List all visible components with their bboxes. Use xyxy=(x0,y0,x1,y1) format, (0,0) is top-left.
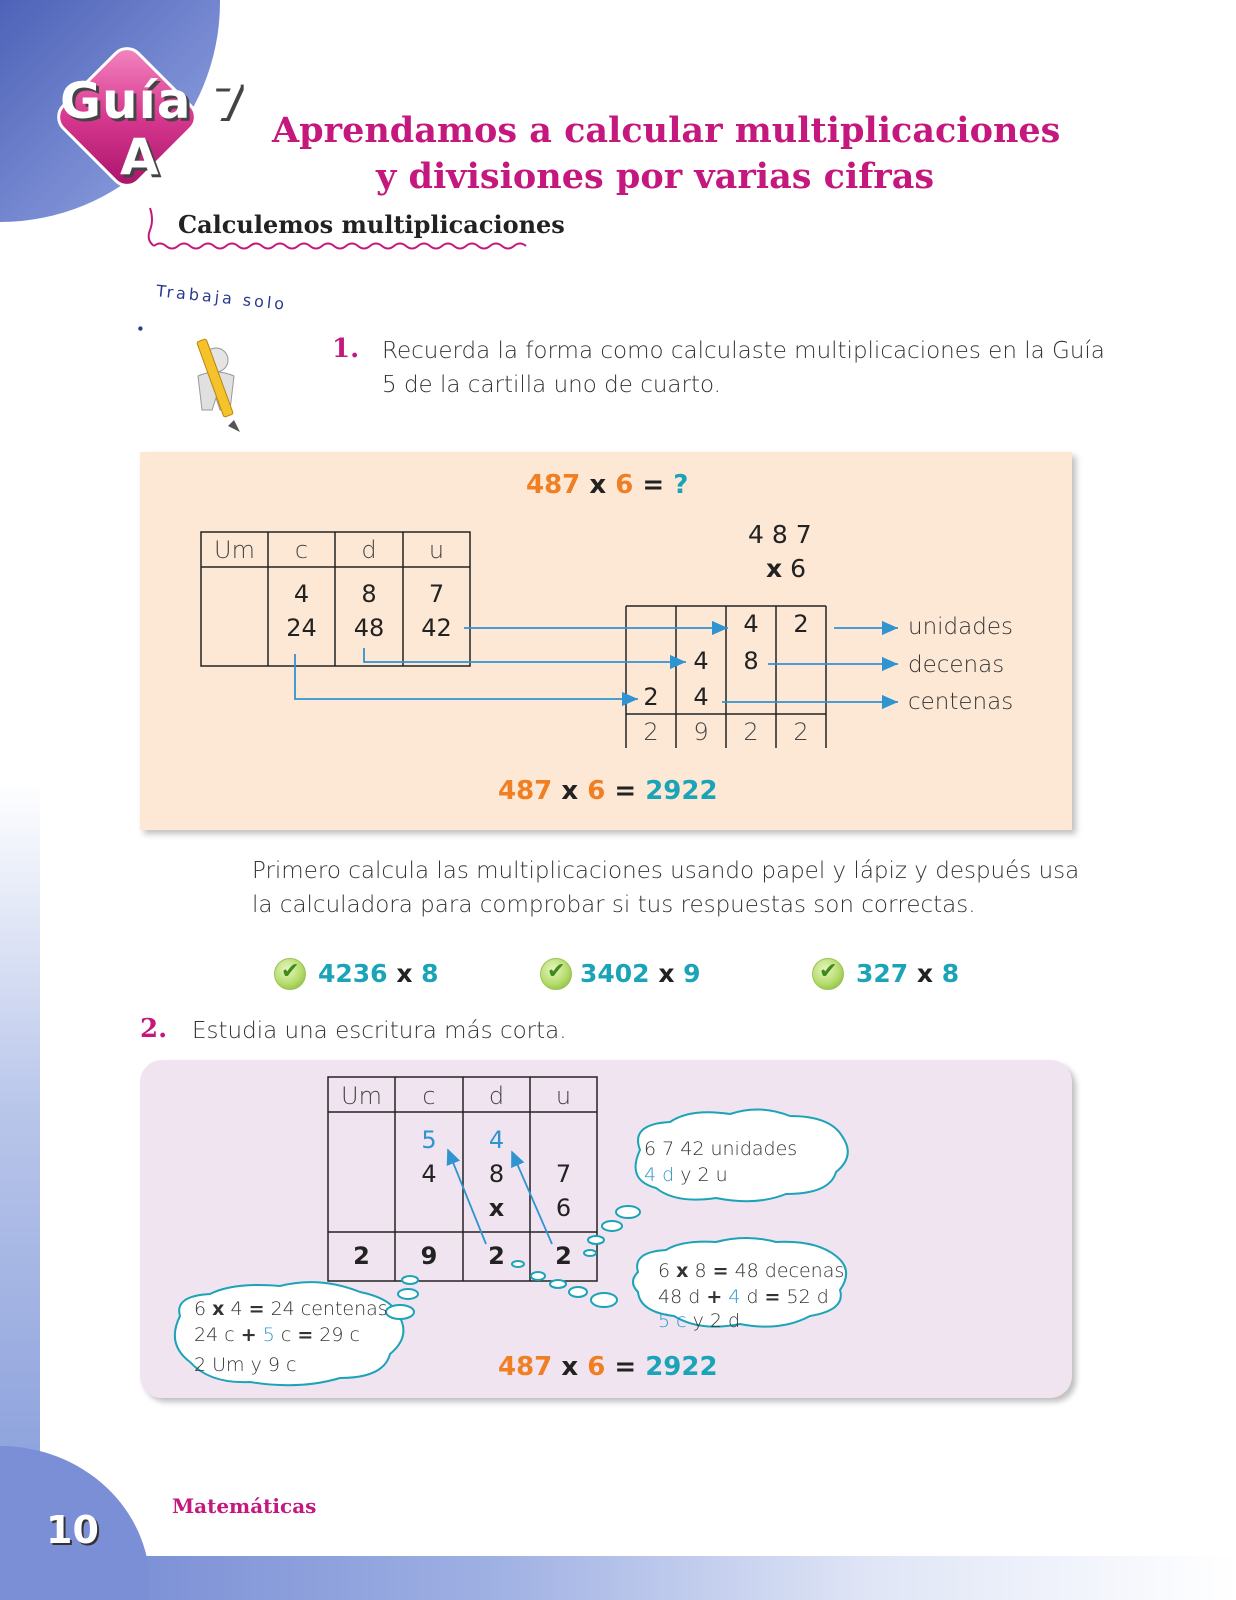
exercise-factor-a: 4236 xyxy=(318,959,388,988)
label-unidades: unidades xyxy=(908,614,1013,640)
exercise-factor-b: 8 xyxy=(941,959,960,988)
times-sign: x xyxy=(658,959,675,988)
table1-cell: 8 xyxy=(361,580,377,608)
bubble-text: 52 d xyxy=(786,1286,829,1308)
bubble-text: 24 c xyxy=(194,1324,235,1346)
plus-sign: + xyxy=(706,1286,723,1308)
times-sign: x xyxy=(561,1352,579,1382)
bubble-text: y 2 d xyxy=(692,1310,741,1332)
bubble-text: 24 centenas xyxy=(270,1298,388,1320)
checkmark-icon: ✔ xyxy=(812,958,844,990)
item-number-1: 1. xyxy=(332,334,360,364)
work-alone-text: Trabaja solo xyxy=(155,281,289,314)
factor-a: 487 xyxy=(526,470,581,500)
grid-total: 2 xyxy=(793,718,809,746)
carry-decenas: 4 xyxy=(488,1126,505,1154)
bubble-carry: 5 xyxy=(262,1324,275,1346)
grid-total: 2 xyxy=(643,718,659,746)
bubble-right-top-line2 xyxy=(644,1164,728,1186)
times-sign: x xyxy=(212,1298,225,1320)
item1-text-line2: 5 de la cartilla uno de cuarto. xyxy=(382,372,721,398)
label-decenas: decenas xyxy=(908,652,1005,678)
carry-centenas: 5 xyxy=(421,1126,437,1154)
table2-cell: 7 xyxy=(555,1160,572,1188)
table2-header-d: d xyxy=(488,1082,505,1110)
bubble-carry: 5 c xyxy=(658,1310,687,1332)
bubble-right-mid-line2 xyxy=(658,1286,829,1308)
times-sign: x xyxy=(916,959,934,988)
table2-total: 2 xyxy=(353,1242,370,1270)
item2-text: Estudia una escritura más corta. xyxy=(192,1018,567,1044)
table1-cell: 4 xyxy=(293,580,310,608)
exercise-factor-b: 8 xyxy=(421,959,439,988)
bubble-text: 6 xyxy=(194,1298,207,1320)
multiplier: 6 xyxy=(790,554,806,583)
equals-sign: = xyxy=(614,776,637,806)
bubble-right-mid-line3 xyxy=(658,1310,740,1332)
bubble-left-line1 xyxy=(194,1298,388,1320)
table2-header-u: u xyxy=(555,1082,572,1110)
table1-cell: 42 xyxy=(421,614,452,642)
bubble-text: 48 decenas xyxy=(734,1260,845,1282)
table1-header-u: u xyxy=(428,536,445,564)
item-number-2: 2. xyxy=(140,1014,168,1044)
page-title-line2: y divisiones por varias cifras xyxy=(376,156,935,197)
equals-sign: = xyxy=(614,1352,637,1382)
factor-b: 6 xyxy=(587,776,606,806)
times-sign: x xyxy=(396,959,413,988)
bubble-text: 8 xyxy=(694,1260,707,1282)
equals-sign: = xyxy=(248,1298,265,1320)
table2-cell: 4 xyxy=(421,1160,437,1188)
equals-sign: = xyxy=(642,470,665,500)
grid-cell: 4 xyxy=(693,647,709,675)
table2-total: 9 xyxy=(420,1242,438,1270)
grid-cell: 4 xyxy=(693,683,709,711)
table2-total: 2 xyxy=(488,1242,505,1270)
result-value: 2922 xyxy=(645,776,718,806)
page-number: 10 xyxy=(46,1508,99,1552)
item1-text-line1: Recuerda la forma como calculaste multiplicaciones en la Guía xyxy=(382,338,1105,364)
bubble-text: 6 xyxy=(658,1260,671,1282)
times-sign: x xyxy=(766,554,783,583)
table1-cell: 7 xyxy=(428,580,445,608)
grid-cell: 2 xyxy=(793,610,809,638)
page-title-line1: Aprendamos a calcular multiplicaciones xyxy=(272,110,1061,151)
bubble-text: y 2 u xyxy=(680,1164,728,1186)
table2-total: 2 xyxy=(555,1242,572,1270)
grid-cell: 8 xyxy=(743,647,759,675)
times-sign: x xyxy=(561,776,579,806)
equals-sign: = xyxy=(297,1324,314,1346)
bubble-right-top-line1: 6 7 42 unidades xyxy=(644,1138,798,1160)
table2-header-um: Um xyxy=(341,1082,382,1110)
plus-sign: + xyxy=(240,1324,257,1346)
exercise-factor-b: 9 xyxy=(683,959,701,988)
times-sign: x xyxy=(589,470,607,500)
instructions-line1: Primero calcula las multiplicaciones usando papel y lápiz y después usa xyxy=(252,858,1080,884)
bubble-right-mid-line1 xyxy=(658,1260,844,1282)
guide-label: Guía 7 xyxy=(60,72,246,130)
question-mark: ? xyxy=(673,470,689,500)
grid-total: 2 xyxy=(743,718,759,746)
svg-text:•: • xyxy=(130,318,153,337)
table1-cell: 24 xyxy=(286,614,317,642)
result-equation-2 xyxy=(498,1352,718,1382)
bubble-text: d xyxy=(746,1286,759,1308)
exercise-factor-a: 3402 xyxy=(580,959,650,988)
grid-cell: 2 xyxy=(643,683,659,711)
bubble-text: c xyxy=(280,1324,292,1346)
grid-total: 9 xyxy=(693,718,709,746)
section-title: Calculemos multiplicaciones xyxy=(178,210,565,239)
bubble-text: 29 c xyxy=(319,1324,360,1346)
table2-cell: 6 xyxy=(555,1194,572,1222)
grid-cell: 4 xyxy=(743,610,759,638)
bubble-text: 4 xyxy=(230,1298,243,1320)
table2-header-c: c xyxy=(422,1082,436,1110)
equals-sign: = xyxy=(712,1260,729,1282)
table1-header-um: Um xyxy=(214,536,255,564)
exercise-factor-a: 327 xyxy=(856,959,909,988)
factor-b: 6 xyxy=(615,470,634,500)
bubble-carry: 4 d xyxy=(644,1164,675,1186)
bubble-left-line2 xyxy=(194,1324,360,1346)
checkmark-icon: ✔ xyxy=(274,958,306,990)
bubble-text: 48 d xyxy=(658,1286,701,1308)
factor-a: 487 xyxy=(498,776,553,806)
bubble-left-line3: 2 Um y 9 c xyxy=(194,1354,297,1376)
footer-subject: Matemáticas xyxy=(172,1494,317,1518)
result-value: 2922 xyxy=(645,1352,718,1382)
factor-b: 6 xyxy=(587,1352,606,1382)
table1-header-d: d xyxy=(361,536,377,564)
factor-a: 487 xyxy=(498,1352,553,1382)
bubble-carry: 4 xyxy=(728,1286,741,1308)
checkmark-icon: ✔ xyxy=(540,958,572,990)
times-sign: x xyxy=(676,1260,689,1282)
times-sign: x xyxy=(488,1194,505,1222)
table2-cell: 8 xyxy=(488,1160,505,1188)
table1-header-c: c xyxy=(294,536,309,564)
table1-cell: 48 xyxy=(353,614,385,642)
guide-letter: A xyxy=(120,128,159,186)
instructions-line2: la calculadora para comprobar si tus respuestas son correctas. xyxy=(252,892,976,918)
vertical-multiplicand: 4 8 7 xyxy=(748,520,812,549)
label-centenas: centenas xyxy=(908,689,1014,715)
equals-sign: = xyxy=(764,1286,781,1308)
